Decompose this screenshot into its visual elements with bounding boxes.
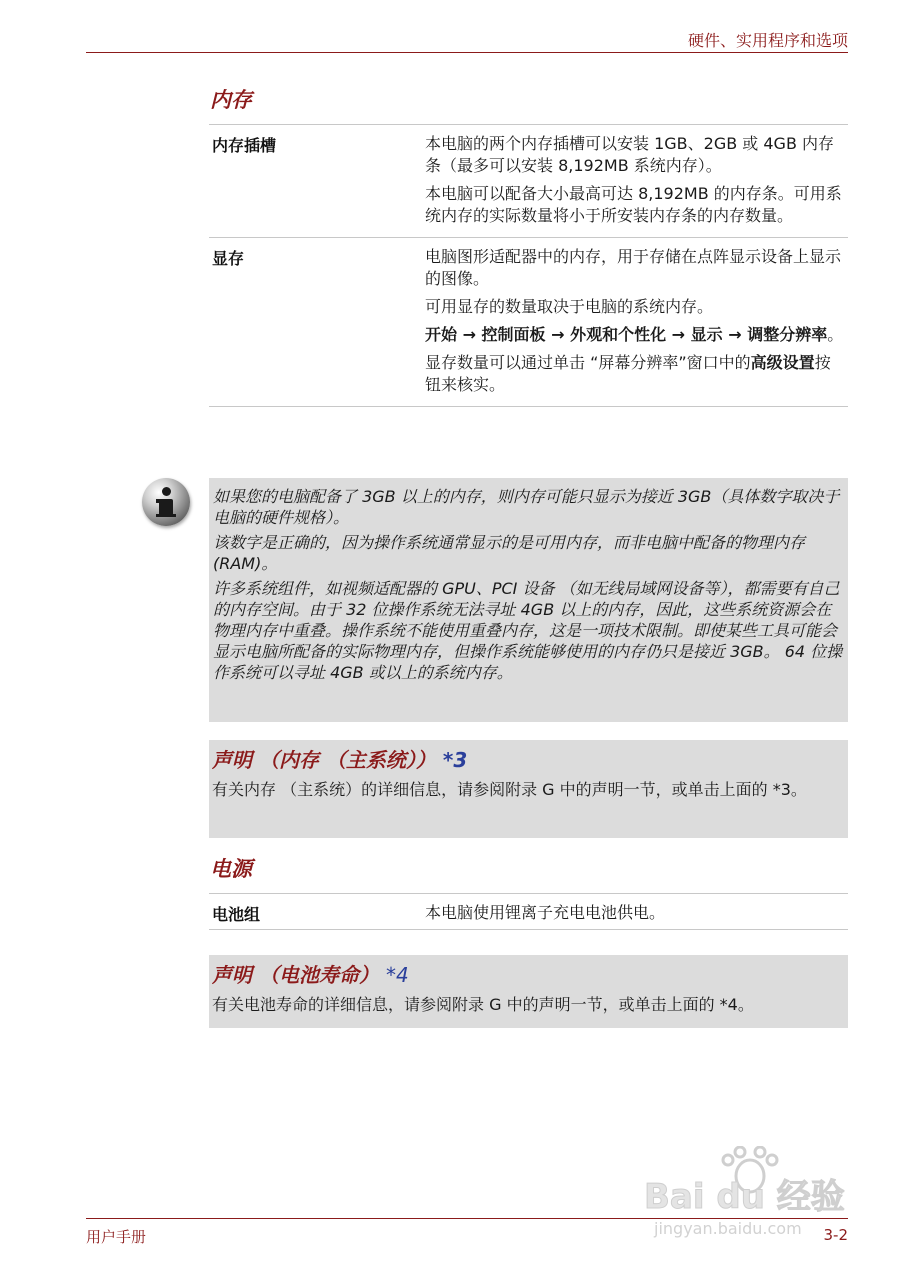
note-paragraph: 如果您的电脑配备了 3GB 以上的内存，则内存可能只显示为接近 3GB（具体数字取决于电脑的硬件规格）。 [213,487,840,527]
spec-desc [425,125,845,237]
section-title-memory: 内存 [210,88,252,112]
claim-ref-link[interactable]: *3 [442,748,468,772]
claim-box-battery [209,955,848,1028]
spec-text: 按钮来核实。 [425,353,831,394]
footer-manual-title: 用户手册 [86,1228,147,1246]
note-box [209,478,848,722]
info-icon [142,478,190,526]
power-spec-table [209,893,848,930]
claim-title-text: 声明 （电池寿命） [212,963,379,987]
spec-label: 显存 [212,249,245,268]
info-icon-dot [162,487,171,496]
spec-paragraph: 本电脑的两个内存插槽可以安装 1GB、2GB 或 4GB 内存条（最多可以安装 8,192MB 系统内存）。 [425,134,835,175]
watermark-brand: Bai du 经验 [644,1177,845,1217]
header-title: 硬件、实用程序和选项 [687,31,848,50]
claim-box-memory [209,740,848,838]
menu-path: 开始 → 控制面板 → 外观和个性化 → 显示 → 调整分辨率 [425,325,828,344]
claim-title [209,740,848,773]
menu-path-end: 。 [827,325,844,344]
spec-row-battery [209,893,848,930]
spec-paragraph: 电脑图形适配器中的内存，用于存储在点阵显示设备上显示的图像。 [425,247,842,288]
spec-paragraph [425,352,845,396]
note-paragraph: 许多系统组件，如视频适配器的 GPU、PCI 设备 （如无线局域网设备等），都需要有自己的内存空间。由于 32 位操作系统无法寻址 4GB 以上的内存，因此，这些系统资源会在物理内存中重叠。操作系统不能使用重叠内存，这是一项技术限制。即使某些工具可能会显示电脑所配备的实际物理内存，但操作系统能够使用的内存仍只是接近 3GB。 64 位操作系统可以寻址 4GB 或以上的系统内存。 [213,579,843,682]
advanced-settings-term: 高级设置 [750,353,815,372]
spec-row-memory-slots [209,124,848,237]
note-content [209,478,848,683]
spec-paragraph: 本电脑使用锂离子充电电池供电。 [425,903,666,922]
claim-text: 有关电池寿命的详细信息，请参阅附录 G 中的声明一节，或单击上面的 *4。 [212,995,754,1014]
spec-text: 显存数量可以通过单击 “屏幕分辨率”窗口中的 [425,353,751,372]
claim-ref-link[interactable]: *4 [385,963,409,987]
page-number: 3-2 [823,1226,848,1244]
spec-paragraph: 本电脑可以配备大小最高可达 8,192MB 的内存条。可用系统内存的实际数量将小于所安装内存条的内存数量。 [425,184,842,225]
spec-label: 电池组 [212,905,261,924]
info-icon-stem [159,499,173,517]
note-paragraph: 该数字是正确的，因为操作系统通常显示的是可用内存，而非电脑中配备的物理内存 (RAM)。 [213,533,806,573]
claim-text: 有关内存 （主系统）的详细信息，请参阅附录 G 中的声明一节，或单击上面的 *3。 [212,780,807,799]
spec-desc [425,238,845,406]
claim-title [209,955,848,988]
section-title-power: 电源 [210,857,252,881]
spec-paragraph [425,324,845,346]
spec-paragraph: 可用显存的数量取决于电脑的系统内存。 [425,297,714,316]
header-rule [86,52,848,53]
spec-desc [425,894,845,929]
watermark-url: jingyan.baidu.com [654,1219,802,1238]
spec-label: 内存插槽 [212,136,277,155]
footer-rule [86,1218,848,1219]
memory-spec-table [209,124,848,407]
spec-row-video-memory [209,237,848,407]
claim-title-text: 声明 （内存 （主系统）） [212,748,436,772]
